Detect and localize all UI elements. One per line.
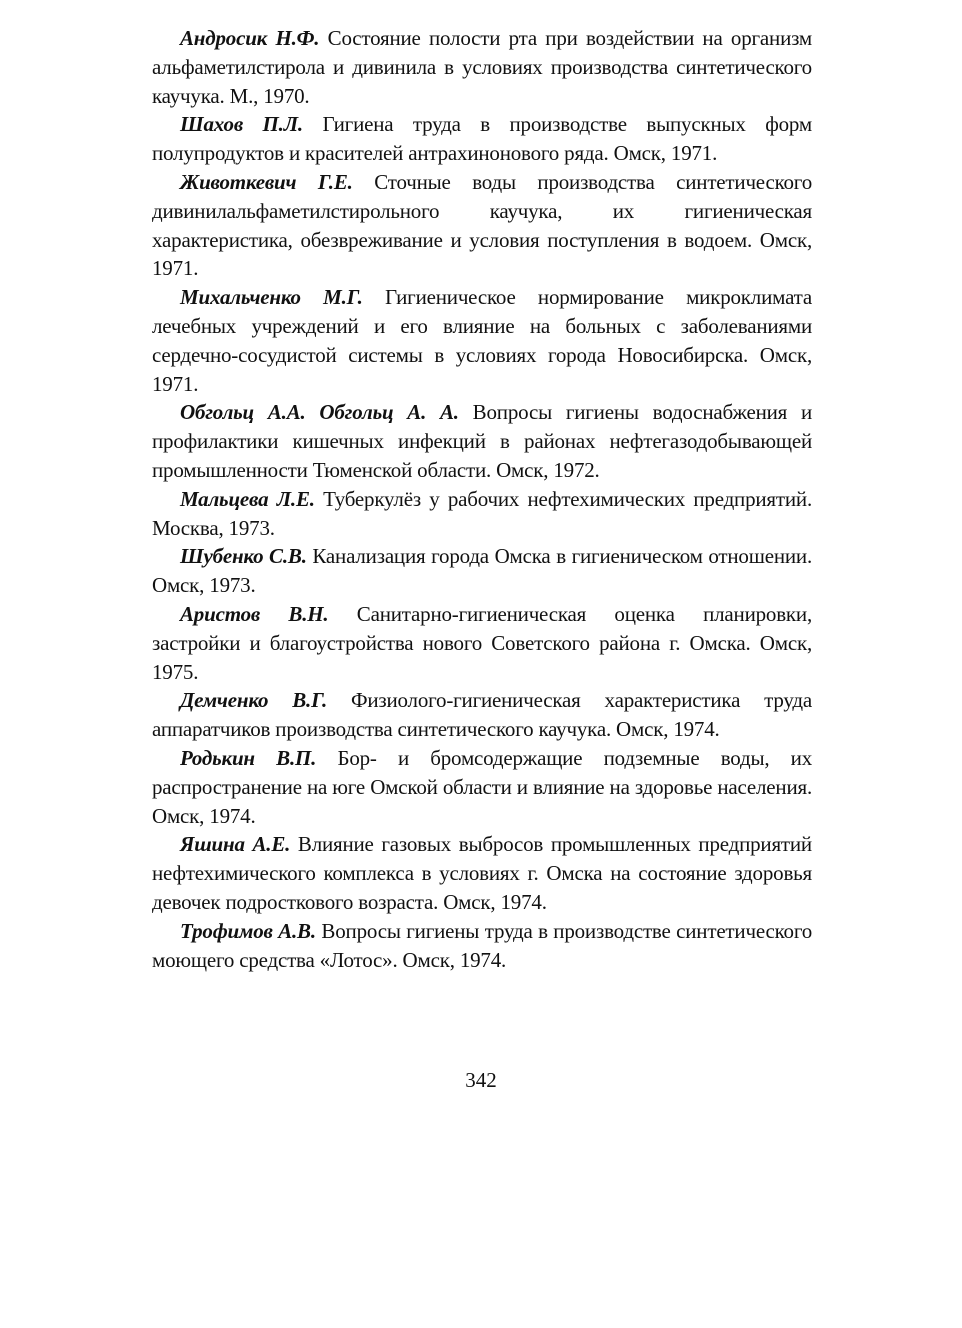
entry-author: Шахов П.Л. — [180, 112, 303, 137]
bibliography-entry — [152, 917, 812, 975]
bibliography-entry — [152, 398, 812, 484]
bibliography-entry — [152, 24, 812, 110]
bibliography-entry — [152, 283, 812, 398]
entry-text: Санитарно-гигиеническая оценка планировки, застройки и благоустройства нового Советского района г. Омска. Омск, 1975. — [152, 601, 813, 684]
entry-text: Сточные воды производства синтетического дивинилальфаметилстирольного каучука, их гигиеническая характеристика, обезвреживание и условия поступления в водоем. Омск, 1971. — [152, 169, 812, 281]
entry-text: Вопросы гигиены водоснабжения и профилактики кишечных инфекций в районах нефтегазодобывающей промышленности Тюменской области. Омск, 1972. — [152, 400, 813, 482]
entry-text: Вопросы гигиены труда в производстве синтетического моющего средства «Лотос». Омск, 1974. — [152, 918, 813, 972]
entry-author: Обгольц А.А. Обгольц А. А. — [180, 400, 459, 425]
bibliography-entry — [152, 168, 812, 283]
entry-author: Демченко В.Г. — [180, 688, 328, 713]
bibliography-entry — [152, 110, 812, 168]
page-number: 342 — [465, 1068, 497, 1092]
entry-text: Физиолого-гигиеническая характеристика труда аппаратчиков производства синтетического каучука. Омск, 1974. — [152, 688, 812, 742]
bibliography-entry — [152, 744, 812, 830]
bibliography-entry — [152, 686, 812, 744]
bibliography-entry — [152, 485, 812, 543]
entry-text: Гигиеническое нормирование микроклимата лечебных учреждений и его влияние на больных с заболеваниями сердечно-сосудистой системы в условиях города Новосибирска. Омск, 1971. — [152, 285, 813, 396]
entry-author: Родькин В.П. — [180, 745, 317, 770]
entry-author: Яшина А.Е. — [180, 832, 291, 857]
bibliography-entry — [152, 600, 812, 686]
entry-author: Михальченко М.Г. — [180, 285, 363, 310]
bibliography-entry — [152, 542, 812, 600]
entry-author: Трофимов А.В. — [180, 918, 316, 943]
bibliography-list — [152, 24, 812, 974]
entry-text: Гигиена труда в производстве выпускных форм полупродуктов и красителей антрахинонового ряда. Омск, 1971. — [152, 112, 812, 166]
entry-text: Бор- и бромсодержащие подземные воды, их распространение на юге Омской области и влияние на здоровье населения. Омск, 1974. — [152, 745, 813, 828]
entry-text: Туберкулёз у рабочих нефтехимических предприятий. Москва, 1973. — [152, 486, 812, 540]
entry-text: Канализация города Омска в гигиеническом отношении. Омск, 1973. — [152, 544, 812, 598]
entry-text: Влияние газовых выбросов промышленных предприятий нефтехимического комплекса в условиях г. Омска на состояние здоровья девочек подросткового возраста. Омск, 1974. — [152, 832, 812, 914]
entry-author: Животкевич Г.Е. — [180, 169, 353, 194]
entry-author: Мальцева Л.Е. — [180, 486, 315, 511]
entry-text: Состояние полости рта при воздействии на организм альфаметилстирола и дивинила в условиях производства синтетического каучука. М., 1970. — [152, 26, 812, 108]
entry-author: Аристов В.Н. — [180, 601, 329, 626]
entry-author: Андросик Н.Ф. — [180, 26, 320, 50]
bibliography-entry — [152, 830, 812, 916]
entry-author: Шубенко С.В. — [180, 544, 307, 569]
